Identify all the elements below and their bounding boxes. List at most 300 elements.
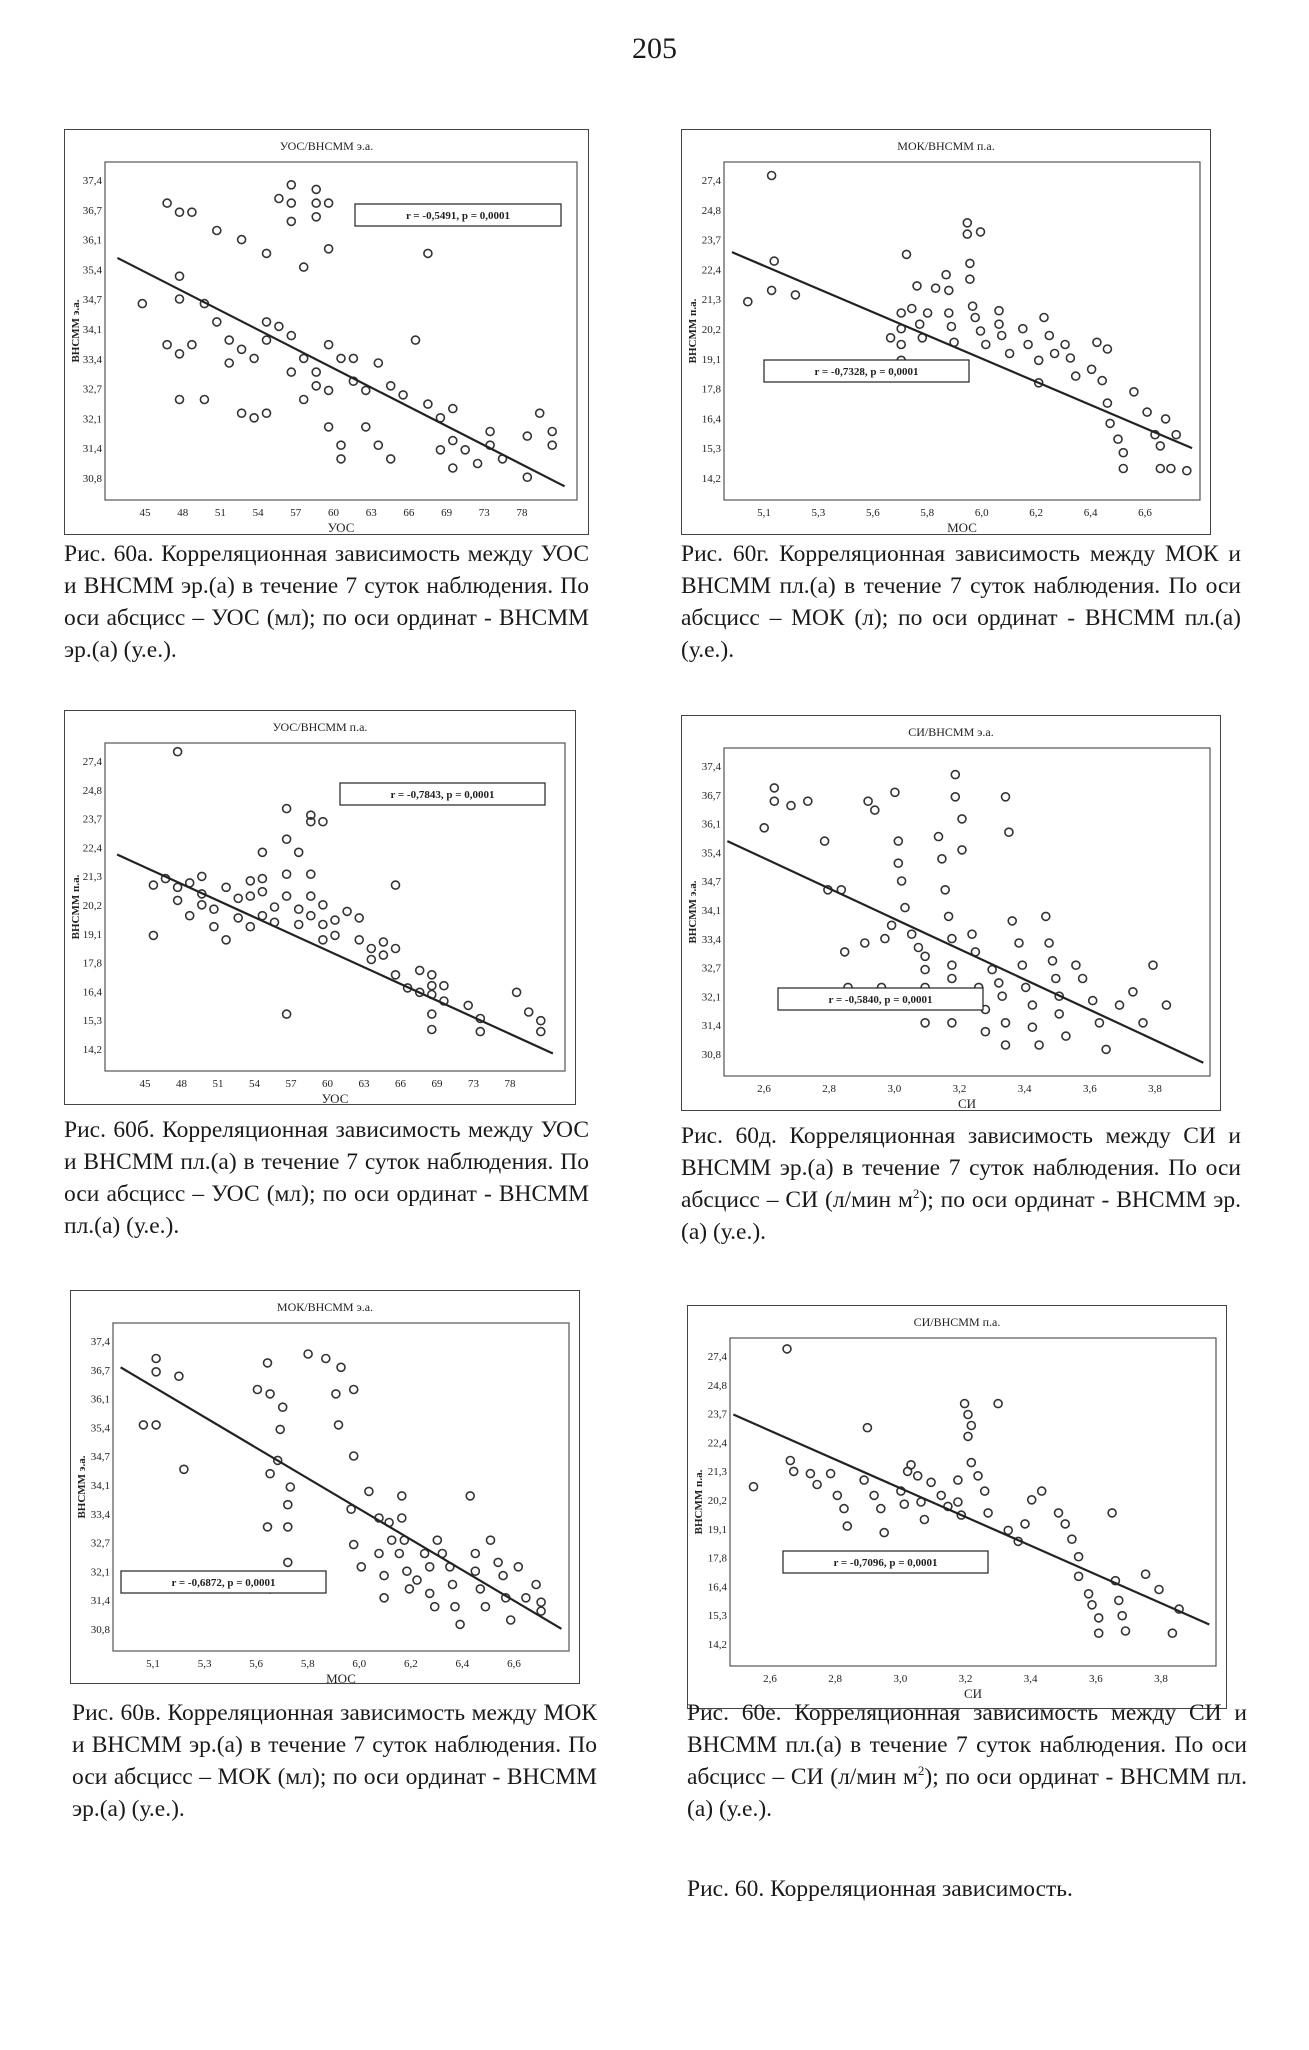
data-point [863, 1424, 871, 1432]
data-point [921, 952, 929, 960]
data-point [1035, 356, 1043, 364]
x-tick-label: 78 [516, 507, 528, 519]
data-point [1002, 793, 1010, 801]
data-point [275, 322, 283, 330]
y-tick-label: 34,7 [90, 1451, 110, 1464]
data-point [433, 1536, 441, 1544]
data-point [1055, 1509, 1063, 1517]
data-point [210, 923, 218, 931]
y-tick-label: 17,8 [701, 383, 721, 396]
data-point [1162, 415, 1170, 423]
data-point [258, 888, 266, 896]
data-point [1068, 1535, 1076, 1543]
caption-60f-text-end: ); по оси ординат - ВНСММ пл.(а) (у.е.). [687, 1764, 1248, 1822]
caption-60e-superscript: 2 [912, 1186, 920, 1202]
x-tick-label: 69 [441, 507, 453, 519]
data-point [319, 901, 327, 909]
chart-title: УОС/ВНСММ э.а. [279, 139, 374, 153]
data-point [263, 336, 271, 344]
data-point [263, 249, 271, 257]
data-point [412, 336, 420, 344]
y-tick-label: 34,7 [701, 876, 721, 889]
data-point [1085, 1590, 1093, 1598]
y-tick-label: 31,4 [82, 443, 102, 456]
data-point [426, 1563, 434, 1571]
y-axis-label: ВНСММ п.а. [687, 298, 699, 364]
y-tick-label: 35,4 [90, 1422, 110, 1435]
data-point [967, 1422, 975, 1430]
data-point [325, 245, 333, 253]
data-point [461, 446, 469, 454]
data-point [908, 305, 916, 313]
data-point [138, 300, 146, 308]
x-tick-label: 5,1 [146, 1658, 160, 1670]
y-axis-label: ВНСММ п.а. [70, 874, 82, 940]
y-tick-label: 30,8 [701, 1049, 721, 1061]
y-tick-label: 36,7 [90, 1364, 110, 1377]
correlation-label: r = -0,5840, p = 0,0001 [828, 994, 933, 1006]
data-point [405, 1585, 413, 1593]
data-point [312, 382, 320, 390]
x-tick-label: 48 [176, 1078, 187, 1090]
data-point [1051, 350, 1059, 358]
x-axis-label: МОС [947, 520, 977, 534]
x-tick-label: 78 [504, 1078, 516, 1090]
figure-60-caption: Рис. 60. Корреляционная зависимость. [687, 1876, 1073, 1902]
data-point [1072, 372, 1080, 380]
data-point [945, 286, 953, 294]
caption-60e-text: Рис. 60д. Корреляционная зависимость между СИ и ВНСММ эр.(а) в течение 7 суток наблюдения. По оси абсцисс – СИ (л/мин м [681, 1123, 1241, 1213]
data-point [948, 935, 956, 943]
y-tick-label: 35,4 [701, 847, 721, 860]
x-tick-label: 3,0 [887, 1083, 902, 1095]
data-point [966, 275, 974, 283]
data-point [474, 460, 482, 468]
data-point [331, 931, 339, 939]
plot-area [730, 1338, 1216, 1666]
data-point [954, 1498, 962, 1506]
x-tick-label: 45 [139, 1078, 151, 1090]
data-point [913, 282, 921, 290]
data-point [319, 818, 327, 826]
data-point [403, 1567, 411, 1575]
data-point [1130, 388, 1138, 396]
data-point [921, 966, 929, 974]
data-point [176, 396, 184, 404]
data-point [213, 227, 221, 235]
y-tick-label: 21,3 [82, 871, 102, 884]
data-point [210, 905, 218, 913]
data-point [295, 848, 303, 856]
data-point [1119, 465, 1127, 473]
data-point [246, 877, 254, 885]
data-point [522, 1594, 530, 1602]
data-point [897, 309, 905, 317]
data-point [1042, 912, 1050, 920]
data-point [1103, 345, 1111, 353]
data-point [787, 802, 795, 810]
data-point [449, 464, 457, 472]
data-point [1055, 1010, 1063, 1018]
y-tick-label: 20,2 [707, 1495, 727, 1507]
data-point [350, 1386, 358, 1394]
data-point [307, 892, 315, 900]
data-point [790, 1467, 798, 1475]
data-point [963, 230, 971, 238]
data-point [449, 437, 457, 445]
y-tick-label: 34,1 [82, 324, 102, 336]
data-point [449, 1581, 457, 1589]
data-point [499, 1572, 507, 1580]
data-point [264, 1523, 272, 1531]
data-point [349, 354, 357, 362]
data-point [1106, 419, 1114, 427]
data-point [440, 982, 448, 990]
caption-60f-superscript: 2 [917, 1763, 925, 1779]
data-point [222, 883, 230, 891]
scatter-plot-60d [682, 130, 1210, 534]
y-tick-label: 20,2 [701, 324, 721, 336]
data-point [188, 208, 196, 216]
y-tick-label: 35,4 [82, 264, 102, 277]
data-point [300, 263, 308, 271]
data-point [1115, 1596, 1123, 1604]
scatter-plot-60a [65, 130, 588, 534]
data-point [1066, 354, 1074, 362]
y-tick-label: 14,2 [82, 1044, 102, 1056]
x-tick-label: 73 [468, 1078, 479, 1090]
data-point [180, 1465, 188, 1473]
data-point [355, 936, 363, 944]
x-axis-label: УОС [327, 520, 355, 534]
data-point [1119, 449, 1127, 457]
data-point [258, 848, 266, 856]
data-point [186, 912, 194, 920]
data-point [995, 320, 1003, 328]
data-point [152, 1355, 160, 1363]
regression-line [733, 1415, 1209, 1625]
data-point [977, 228, 985, 236]
y-tick-label: 15,3 [701, 443, 721, 456]
data-point [295, 921, 303, 929]
data-point [392, 971, 400, 979]
data-point [833, 1491, 841, 1499]
data-point [1035, 1041, 1043, 1049]
data-point [424, 249, 432, 257]
x-tick-label: 2,6 [757, 1083, 771, 1095]
data-point [901, 904, 909, 912]
data-point [1028, 1023, 1036, 1031]
data-point [1108, 1509, 1116, 1517]
data-point [357, 1563, 365, 1571]
data-point [1022, 983, 1030, 991]
y-tick-label: 15,3 [82, 1015, 102, 1028]
data-point [466, 1492, 474, 1500]
x-tick-label: 5,6 [249, 1658, 264, 1670]
data-point [287, 199, 295, 207]
x-tick-label: 5,8 [300, 1658, 315, 1670]
data-point [424, 400, 432, 408]
correlation-label: r = -0,7096, p = 0,0001 [833, 1557, 938, 1569]
x-tick-label: 3,8 [1154, 1673, 1168, 1685]
data-point [284, 1501, 292, 1509]
caption-60f [687, 1697, 1247, 1825]
y-tick-label: 31,4 [701, 1020, 721, 1033]
data-point [234, 914, 242, 922]
data-point [225, 359, 233, 367]
data-point [998, 332, 1006, 340]
data-point [994, 1400, 1002, 1408]
x-tick-label: 73 [478, 507, 490, 519]
data-point [451, 1603, 459, 1611]
data-point [880, 1529, 888, 1537]
data-point [967, 1459, 975, 1467]
data-point [1093, 338, 1101, 346]
y-axis-label: ВНСММ э.а. [70, 299, 82, 363]
figure-60a [64, 129, 589, 535]
data-point [362, 423, 370, 431]
data-point [841, 948, 849, 956]
data-point [920, 1516, 928, 1524]
data-point [804, 797, 812, 805]
data-point [945, 912, 953, 920]
data-point [981, 1028, 989, 1036]
data-point [513, 988, 521, 996]
y-tick-label: 36,1 [90, 1393, 110, 1406]
data-point [966, 259, 974, 267]
data-point [768, 172, 776, 180]
data-point [286, 1483, 294, 1491]
y-tick-label: 22,4 [707, 1437, 727, 1450]
data-point [786, 1457, 794, 1465]
data-point [1061, 341, 1069, 349]
x-tick-label: 48 [177, 507, 189, 519]
x-tick-label: 6,0 [352, 1658, 367, 1670]
data-point [827, 1470, 835, 1478]
data-point [1004, 1526, 1012, 1534]
data-point [898, 877, 906, 885]
y-axis-label: ВНСММ э.а. [76, 1455, 88, 1519]
y-axis-label: ВНСММ э.а. [687, 880, 699, 944]
data-point [279, 1403, 287, 1411]
data-point [941, 886, 949, 894]
data-point [1075, 1572, 1083, 1580]
data-point [413, 1576, 421, 1584]
data-point [864, 797, 872, 805]
scatter-plot-60f [688, 1306, 1226, 1708]
regression-line [117, 855, 553, 1054]
data-point [395, 1550, 403, 1558]
y-tick-label: 32,7 [82, 383, 102, 396]
y-tick-label: 36,1 [701, 818, 721, 831]
data-point [416, 966, 424, 974]
data-point [213, 318, 221, 326]
y-tick-label: 32,7 [90, 1537, 110, 1550]
data-point [821, 837, 829, 845]
data-point [908, 930, 916, 938]
data-point [436, 446, 444, 454]
data-point [981, 1487, 989, 1495]
y-tick-label: 32,1 [90, 1566, 110, 1579]
data-point [1045, 332, 1053, 340]
data-point [431, 1603, 439, 1611]
data-point [744, 298, 752, 306]
data-point [1052, 975, 1060, 983]
x-tick-label: 69 [431, 1078, 443, 1090]
caption-60f-text: Рис. 60е. Корреляционная зависимость между СИ и ВНСММ пл.(а) в течение 7 суток наблюдения. По оси абсцисс – СИ (л/мин м [687, 1700, 1247, 1790]
data-point [1149, 961, 1157, 969]
y-tick-label: 21,3 [701, 294, 721, 307]
data-point [287, 217, 295, 225]
data-point [471, 1567, 479, 1575]
y-tick-label: 32,7 [701, 962, 721, 975]
page-number: 205 [632, 32, 677, 65]
data-point [152, 1368, 160, 1376]
scatter-plot-60b [65, 711, 575, 1104]
data-point [1122, 1627, 1130, 1635]
data-point [791, 291, 799, 299]
data-point [200, 396, 208, 404]
data-point [176, 208, 184, 216]
data-point [977, 327, 985, 335]
data-point [307, 870, 315, 878]
data-point [1040, 314, 1048, 322]
data-point [1006, 350, 1014, 358]
x-tick-label: 3,2 [952, 1083, 967, 1095]
data-point [234, 894, 242, 902]
data-point [1061, 1520, 1069, 1528]
data-point [1143, 408, 1151, 416]
y-tick-label: 32,1 [82, 413, 102, 426]
data-point [375, 1550, 383, 1558]
data-point [350, 1452, 358, 1460]
y-tick-label: 37,4 [90, 1336, 110, 1348]
data-point [947, 323, 955, 331]
data-point [174, 748, 182, 756]
y-tick-label: 36,7 [82, 204, 102, 217]
x-tick-label: 6,0 [974, 507, 989, 519]
data-point [948, 1019, 956, 1027]
data-point [319, 936, 327, 944]
data-point [894, 837, 902, 845]
y-tick-label: 19,1 [82, 928, 102, 941]
data-point [149, 931, 157, 939]
data-point [1002, 1041, 1010, 1049]
y-tick-label: 34,1 [90, 1480, 110, 1492]
x-tick-label: 54 [249, 1078, 260, 1090]
y-tick-label: 32,1 [701, 991, 721, 1004]
data-point [367, 945, 375, 953]
data-point [283, 892, 291, 900]
x-tick-label: 5,8 [920, 507, 935, 519]
data-point [388, 1536, 396, 1544]
data-point [487, 1536, 495, 1544]
data-point [1168, 1629, 1176, 1637]
data-point [198, 872, 206, 880]
correlation-label: r = -0,6872, p = 0,0001 [171, 1577, 276, 1589]
data-point [888, 921, 896, 929]
y-tick-label: 17,8 [82, 957, 102, 970]
x-tick-label: 6,2 [403, 1658, 418, 1670]
data-point [532, 1581, 540, 1589]
data-point [246, 892, 254, 900]
y-tick-label: 14,2 [707, 1639, 727, 1651]
x-tick-label: 2,6 [763, 1673, 777, 1685]
data-point [287, 332, 295, 340]
data-point [471, 1550, 479, 1558]
x-tick-label: 5,3 [197, 1658, 212, 1670]
data-point [331, 916, 339, 924]
y-tick-label: 33,4 [701, 933, 721, 946]
x-tick-label: 66 [403, 507, 415, 519]
x-tick-label: 57 [290, 507, 302, 519]
data-point [1062, 1032, 1070, 1040]
data-point [1018, 961, 1026, 969]
y-tick-label: 31,4 [90, 1595, 110, 1608]
data-point [476, 1028, 484, 1036]
scatter-plot-60c [71, 1291, 579, 1683]
figure-60b [64, 710, 576, 1105]
data-point [392, 881, 400, 889]
data-point [995, 979, 1003, 987]
scatter-plot-60e [682, 716, 1220, 1110]
data-point [914, 1472, 922, 1480]
data-point [367, 956, 375, 964]
regression-line [732, 252, 1192, 448]
data-point [276, 1425, 284, 1433]
data-point [1024, 341, 1032, 349]
data-point [283, 835, 291, 843]
data-point [1098, 377, 1106, 385]
data-point [312, 368, 320, 376]
data-point [238, 236, 246, 244]
y-tick-label: 19,1 [707, 1523, 727, 1536]
data-point [921, 1019, 929, 1027]
data-point [238, 409, 246, 417]
x-tick-label: 51 [212, 1078, 224, 1090]
data-point [464, 1001, 472, 1009]
data-point [253, 1386, 261, 1394]
data-point [456, 1620, 464, 1628]
y-tick-label: 33,4 [90, 1508, 110, 1521]
y-tick-label: 34,1 [701, 905, 721, 917]
data-point [374, 441, 382, 449]
data-point [266, 1390, 274, 1398]
data-point [948, 975, 956, 983]
data-point [152, 1421, 160, 1429]
data-point [176, 272, 184, 280]
y-tick-label: 21,3 [707, 1466, 727, 1479]
data-point [1028, 1496, 1036, 1504]
data-point [287, 181, 295, 189]
data-point [325, 341, 333, 349]
data-point [275, 195, 283, 203]
data-point [332, 1390, 340, 1398]
correlation-label: r = -0,7843, p = 0,0001 [390, 789, 495, 801]
data-point [783, 1345, 791, 1353]
data-point [365, 1487, 373, 1495]
data-point [948, 961, 956, 969]
data-point [295, 905, 303, 913]
data-point [1114, 435, 1122, 443]
data-point [982, 341, 990, 349]
data-point [250, 354, 258, 362]
data-point [1095, 1019, 1103, 1027]
data-point [399, 391, 407, 399]
data-point [284, 1523, 292, 1531]
x-tick-label: 63 [358, 1078, 370, 1090]
data-point [525, 1008, 533, 1016]
